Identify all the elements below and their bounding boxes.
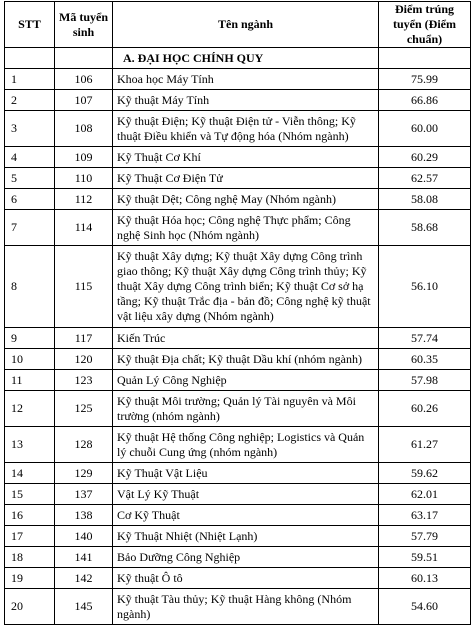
row-code: 137 xyxy=(55,484,113,505)
row-name: Kỹ thuật Điện; Kỹ thuật Điện tử - Viễn thông; Kỹ thuật Điều khiển và Tự động hóa (Nhóm ngành) xyxy=(113,111,379,147)
table-row xyxy=(5,111,471,147)
row-stt: 17 xyxy=(5,526,55,547)
header-row xyxy=(5,2,471,48)
row-score: 58.08 xyxy=(379,189,471,210)
row-stt: 5 xyxy=(5,168,55,189)
row-stt: 8 xyxy=(5,246,55,328)
section-blank xyxy=(379,48,471,69)
row-name: Kỹ Thuật Vật Liệu xyxy=(113,463,379,484)
row-name: Bảo Dưỡng Công Nghiệp xyxy=(113,547,379,568)
row-code: 142 xyxy=(55,568,113,589)
row-score: 66.86 xyxy=(379,90,471,111)
table-row xyxy=(5,427,471,463)
row-name: Kỹ thuật Hóa học; Công nghệ Thực phẩm; Công nghệ Sinh học (Nhóm ngành) xyxy=(113,210,379,246)
table-row xyxy=(5,189,471,210)
row-stt: 3 xyxy=(5,111,55,147)
row-score: 54.60 xyxy=(379,589,471,625)
row-score: 59.62 xyxy=(379,463,471,484)
row-code: 128 xyxy=(55,427,113,463)
row-score: 60.26 xyxy=(379,391,471,427)
header-code: Mã tuyển sinh xyxy=(55,2,113,48)
row-name: Kiến Trúc xyxy=(113,328,379,349)
row-code: 141 xyxy=(55,547,113,568)
row-code: 140 xyxy=(55,526,113,547)
table-row xyxy=(5,168,471,189)
row-score: 62.57 xyxy=(379,168,471,189)
row-code: 145 xyxy=(55,589,113,625)
row-score: 58.68 xyxy=(379,210,471,246)
row-score: 62.01 xyxy=(379,484,471,505)
row-score: 56.10 xyxy=(379,246,471,328)
row-score: 63.17 xyxy=(379,505,471,526)
row-code: 117 xyxy=(55,328,113,349)
row-stt: 13 xyxy=(5,427,55,463)
row-stt: 12 xyxy=(5,391,55,427)
row-code: 125 xyxy=(55,391,113,427)
row-stt: 11 xyxy=(5,370,55,391)
row-score: 57.79 xyxy=(379,526,471,547)
row-score: 60.29 xyxy=(379,147,471,168)
row-code: 108 xyxy=(55,111,113,147)
table-row xyxy=(5,505,471,526)
table-row xyxy=(5,547,471,568)
row-name: Kỹ Thuật Nhiệt (Nhiệt Lạnh) xyxy=(113,526,379,547)
row-code: 109 xyxy=(55,147,113,168)
row-stt: 9 xyxy=(5,328,55,349)
row-stt: 18 xyxy=(5,547,55,568)
table-row xyxy=(5,484,471,505)
row-name: Kỹ thuật Hệ thống Công nghiệp; Logistics và Quản lý chuỗi Cung ứng (nhóm ngành) xyxy=(113,427,379,463)
row-code: 138 xyxy=(55,505,113,526)
row-code: 106 xyxy=(55,69,113,90)
row-score: 60.00 xyxy=(379,111,471,147)
row-stt: 14 xyxy=(5,463,55,484)
section-blank xyxy=(55,48,113,69)
row-stt: 4 xyxy=(5,147,55,168)
row-name: Kỹ thuật Môi trường; Quản lý Tài nguyên và Môi trường (nhóm ngành) xyxy=(113,391,379,427)
row-stt: 7 xyxy=(5,210,55,246)
row-code: 110 xyxy=(55,168,113,189)
row-score: 75.99 xyxy=(379,69,471,90)
header-stt: STT xyxy=(5,2,55,48)
table-row xyxy=(5,463,471,484)
row-code: 115 xyxy=(55,246,113,328)
row-name: Khoa học Máy Tính xyxy=(113,69,379,90)
header-score: Điểm trúng tuyển (Điểm chuẩn) xyxy=(379,2,471,48)
row-name: Quản Lý Công Nghiệp xyxy=(113,370,379,391)
row-code: 120 xyxy=(55,349,113,370)
row-name: Kỹ Thuật Cơ Khí xyxy=(113,147,379,168)
admission-score-table xyxy=(4,1,471,625)
table-row xyxy=(5,147,471,168)
row-name: Cơ Kỹ Thuật xyxy=(113,505,379,526)
row-stt: 2 xyxy=(5,90,55,111)
row-score: 60.13 xyxy=(379,568,471,589)
row-code: 107 xyxy=(55,90,113,111)
section-blank xyxy=(5,48,55,69)
table-row xyxy=(5,568,471,589)
row-name: Kỹ thuật Xây dựng; Kỹ thuật Xây dựng Công trình giao thông; Kỹ thuật Xây dựng Công trình thủy; Kỹ thuật Xây dựng Công trình biển; Kỹ thuật Cơ sở hạ tầng; Kỹ thuật Trắc địa - bản đồ; Công nghệ kỹ thuật vật liệu xây dựng (Nhóm ngành) xyxy=(113,246,379,328)
row-score: 60.35 xyxy=(379,349,471,370)
table-row xyxy=(5,210,471,246)
row-score: 61.27 xyxy=(379,427,471,463)
row-score: 59.51 xyxy=(379,547,471,568)
row-name: Kỹ thuật Tàu thủy; Kỹ thuật Hàng không (Nhóm ngành) xyxy=(113,589,379,625)
table-row xyxy=(5,526,471,547)
table-row xyxy=(5,69,471,90)
row-stt: 20 xyxy=(5,589,55,625)
table-row xyxy=(5,391,471,427)
table-row xyxy=(5,349,471,370)
row-name: Kỹ thuật Ô tô xyxy=(113,568,379,589)
row-code: 129 xyxy=(55,463,113,484)
row-name: Kỹ thuật Địa chất; Kỹ thuật Dầu khí (nhóm ngành) xyxy=(113,349,379,370)
row-name: Vật Lý Kỹ Thuật xyxy=(113,484,379,505)
row-score: 57.98 xyxy=(379,370,471,391)
row-stt: 1 xyxy=(5,69,55,90)
row-stt: 15 xyxy=(5,484,55,505)
row-stt: 19 xyxy=(5,568,55,589)
table-body xyxy=(5,48,471,625)
row-code: 112 xyxy=(55,189,113,210)
row-stt: 10 xyxy=(5,349,55,370)
section-title: A. ĐẠI HỌC CHÍNH QUY xyxy=(113,48,379,69)
table-row xyxy=(5,589,471,625)
row-stt: 16 xyxy=(5,505,55,526)
row-score: 57.74 xyxy=(379,328,471,349)
row-name: Kỹ Thuật Cơ Điện Tử xyxy=(113,168,379,189)
section-row xyxy=(5,48,471,69)
row-name: Kỹ thuật Dệt; Công nghệ May (Nhóm ngành) xyxy=(113,189,379,210)
table-row xyxy=(5,370,471,391)
row-stt: 6 xyxy=(5,189,55,210)
row-name: Kỹ thuật Máy Tính xyxy=(113,90,379,111)
table-row xyxy=(5,90,471,111)
table-row xyxy=(5,328,471,349)
table-row xyxy=(5,246,471,328)
row-code: 114 xyxy=(55,210,113,246)
row-code: 123 xyxy=(55,370,113,391)
header-name: Tên ngành xyxy=(113,2,379,48)
